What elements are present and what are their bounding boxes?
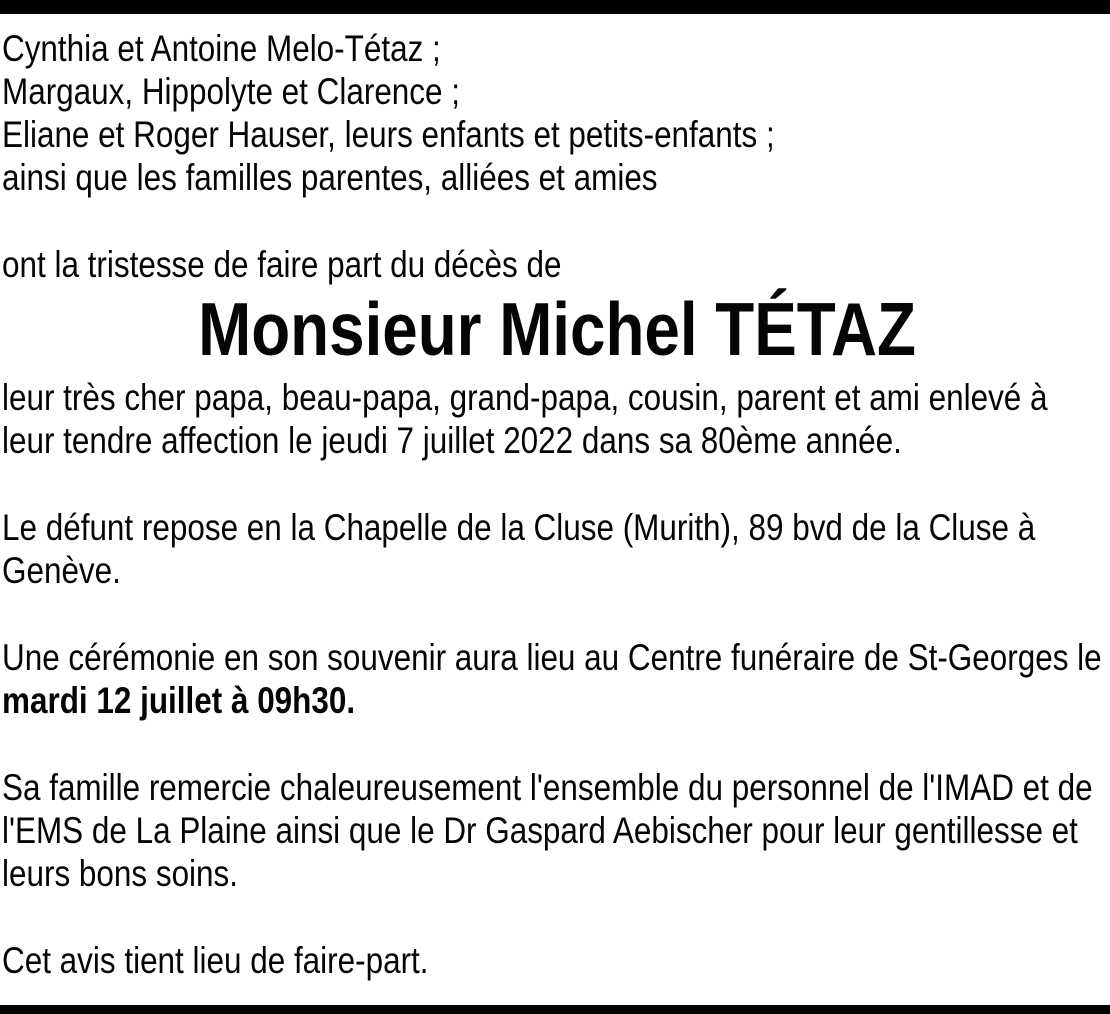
repose-line: Le défunt repose en la Chapelle de la Cluse (Murith), 89 bvd de la Cluse à xyxy=(2,507,1036,548)
closing-line: Cet avis tient lieu de faire-part. xyxy=(2,940,429,981)
announcement-line: ont la tristesse de faire part du décès de xyxy=(2,244,562,285)
deceased-name-title: Monsieur Michel TÉTAZ xyxy=(198,287,916,371)
tribute-paragraph xyxy=(2,376,1110,462)
tribute-line: leur tendre affection le jeudi 7 juillet 2022 dans sa 80ème année. xyxy=(2,420,902,461)
tribute-line: leur très cher papa, beau-papa, grand-papa, cousin, parent et ami enlevé à xyxy=(2,377,1048,418)
top-border-bar xyxy=(0,0,1110,14)
family-paragraph xyxy=(2,27,1110,199)
thanks-line: leurs bons soins. xyxy=(2,853,239,894)
ceremony-paragraph xyxy=(2,636,1110,722)
bottom-border-bar xyxy=(0,1005,1110,1014)
closing-paragraph xyxy=(2,939,1110,982)
family-line: Eliane et Roger Hauser, leurs enfants et petits-enfants ; xyxy=(2,114,775,155)
thanks-paragraph xyxy=(2,766,1110,895)
repose-paragraph xyxy=(2,506,1110,592)
thanks-line: Sa famille remercie chaleureusement l'ensemble du personnel de l'IMAD et de xyxy=(2,767,1093,808)
family-line: ainsi que les familles parentes, alliées et amies xyxy=(2,157,658,198)
ceremony-date-line: mardi 12 juillet à 09h30. xyxy=(2,680,356,721)
repose-line: Genève. xyxy=(2,550,121,591)
family-line: Cynthia et Antoine Melo-Tétaz ; xyxy=(2,28,441,69)
notice-body xyxy=(2,27,1110,982)
ceremony-line: Une cérémonie en son souvenir aura lieu au Centre funéraire de St-Georges le xyxy=(2,637,1102,678)
family-line: Margaux, Hippolyte et Clarence ; xyxy=(2,71,460,112)
thanks-line: l'EMS de La Plaine ainsi que le Dr Gaspard Aebischer pour leur gentillesse et xyxy=(2,810,1078,851)
